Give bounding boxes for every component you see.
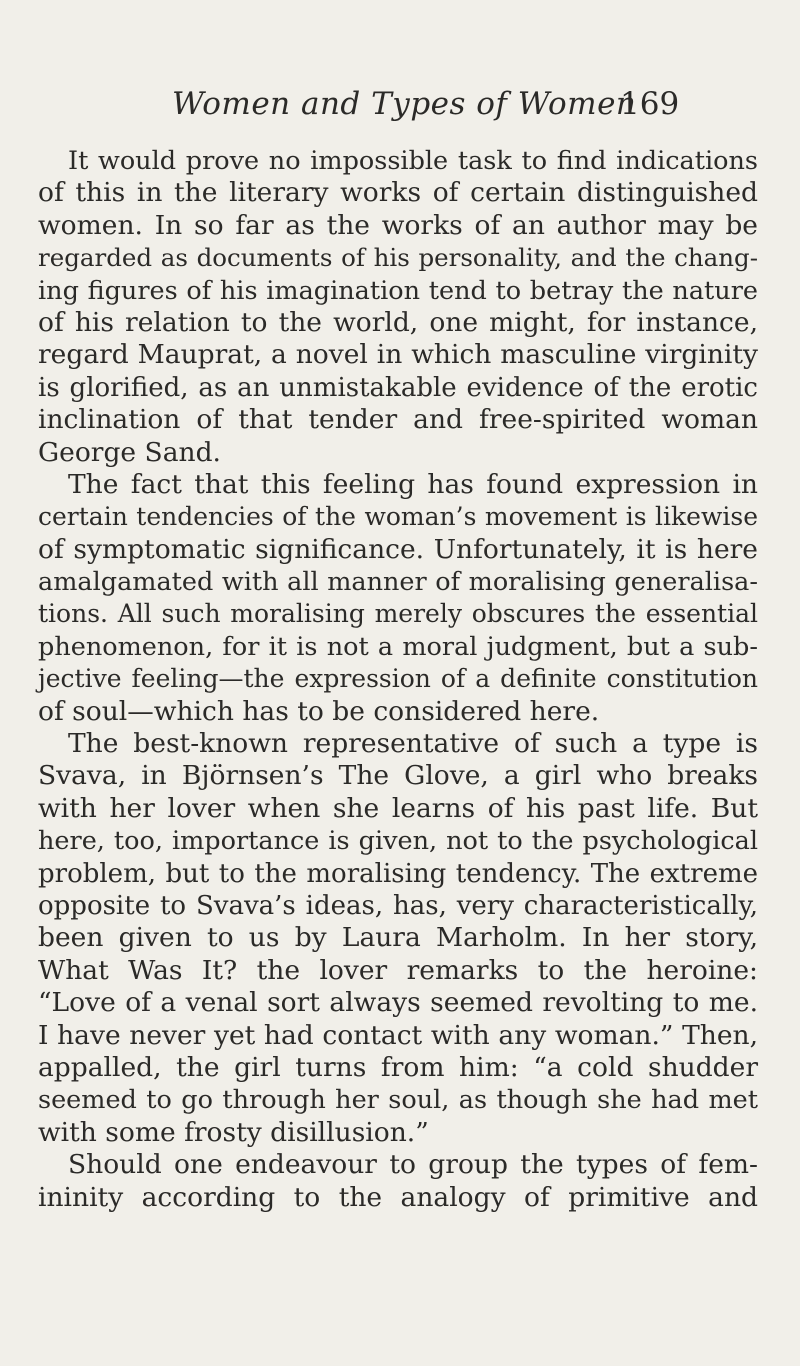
text-line: opposite to Svava’s ideas, has, very characteristically, bbox=[38, 890, 758, 921]
text-line: of symptomatic significance. Unfortunately, it is here bbox=[38, 533, 758, 565]
text-line: with some frosty disillusion.” bbox=[38, 1116, 429, 1148]
running-head-title: Women and Types of Women bbox=[172, 86, 637, 122]
text-line: The fact that this feeling has found expression in bbox=[68, 468, 758, 500]
text-line: regard Mauprat, a novel in which masculine virginity bbox=[38, 339, 758, 371]
text-line: amalgamated with all manner of moralising generalisa- bbox=[38, 567, 758, 598]
text-line: What Was It? the lover remarks to the heroine: bbox=[38, 954, 758, 986]
text-line: “Love of a venal sort always seemed revolting to me. bbox=[38, 987, 758, 1019]
text-line: The best-known representative of such a type is bbox=[68, 728, 758, 760]
text-line: inclination of that tender and free-spirited woman bbox=[38, 404, 758, 436]
running-head bbox=[0, 86, 800, 126]
text-line: been given to us by Laura Marholm. In her story, bbox=[38, 922, 758, 954]
text-line: regarded as documents of his personality, and the chang- bbox=[38, 243, 758, 273]
text-line: Should one endeavour to group the types of fem- bbox=[68, 1149, 758, 1181]
text-line: certain tendencies of the woman’s movement is likewise bbox=[38, 502, 758, 532]
text-line: is glorified, as an unmistakable evidence of the erotic bbox=[38, 372, 758, 403]
text-line: problem, but to the moralising tendency. The extreme bbox=[38, 858, 758, 889]
text-line: seemed to go through her soul, as though she had met bbox=[38, 1085, 758, 1116]
text-line: of soul—which has to be considered here. bbox=[38, 695, 600, 727]
text-line: here, too, importance is given, not to the psychological bbox=[38, 826, 758, 857]
text-line: phenomenon, for it is not a moral judgment, but a sub- bbox=[38, 631, 758, 662]
text-line: ing figures of his imagination tend to betray the nature bbox=[38, 275, 758, 306]
text-line: tions. All such moralising merely obscures the essential bbox=[38, 599, 758, 629]
text-line: ininity according to the analogy of primitive and bbox=[38, 1181, 758, 1213]
text-line: jective feeling—the expression of a definite constitution bbox=[38, 664, 758, 694]
body-text bbox=[38, 145, 758, 1214]
text-line: of his relation to the world, one might, for instance, bbox=[38, 306, 758, 338]
text-line: George Sand. bbox=[38, 436, 221, 468]
text-line: with her lover when she learns of his past life. But bbox=[38, 792, 758, 824]
text-line: I have never yet had contact with any woman.” Then, bbox=[38, 1019, 758, 1051]
text-line: Svava, in Björnsen’s The Glove, a girl who breaks bbox=[38, 760, 758, 792]
text-line: of this in the literary works of certain distinguished bbox=[38, 177, 758, 209]
text-line: women. In so far as the works of an author may be bbox=[38, 209, 758, 241]
text-line: appalled, the girl turns from him: “a cold shudder bbox=[38, 1051, 758, 1083]
text-line: It would prove no impossible task to find indications bbox=[68, 146, 758, 176]
page-number: 169 bbox=[620, 86, 680, 122]
